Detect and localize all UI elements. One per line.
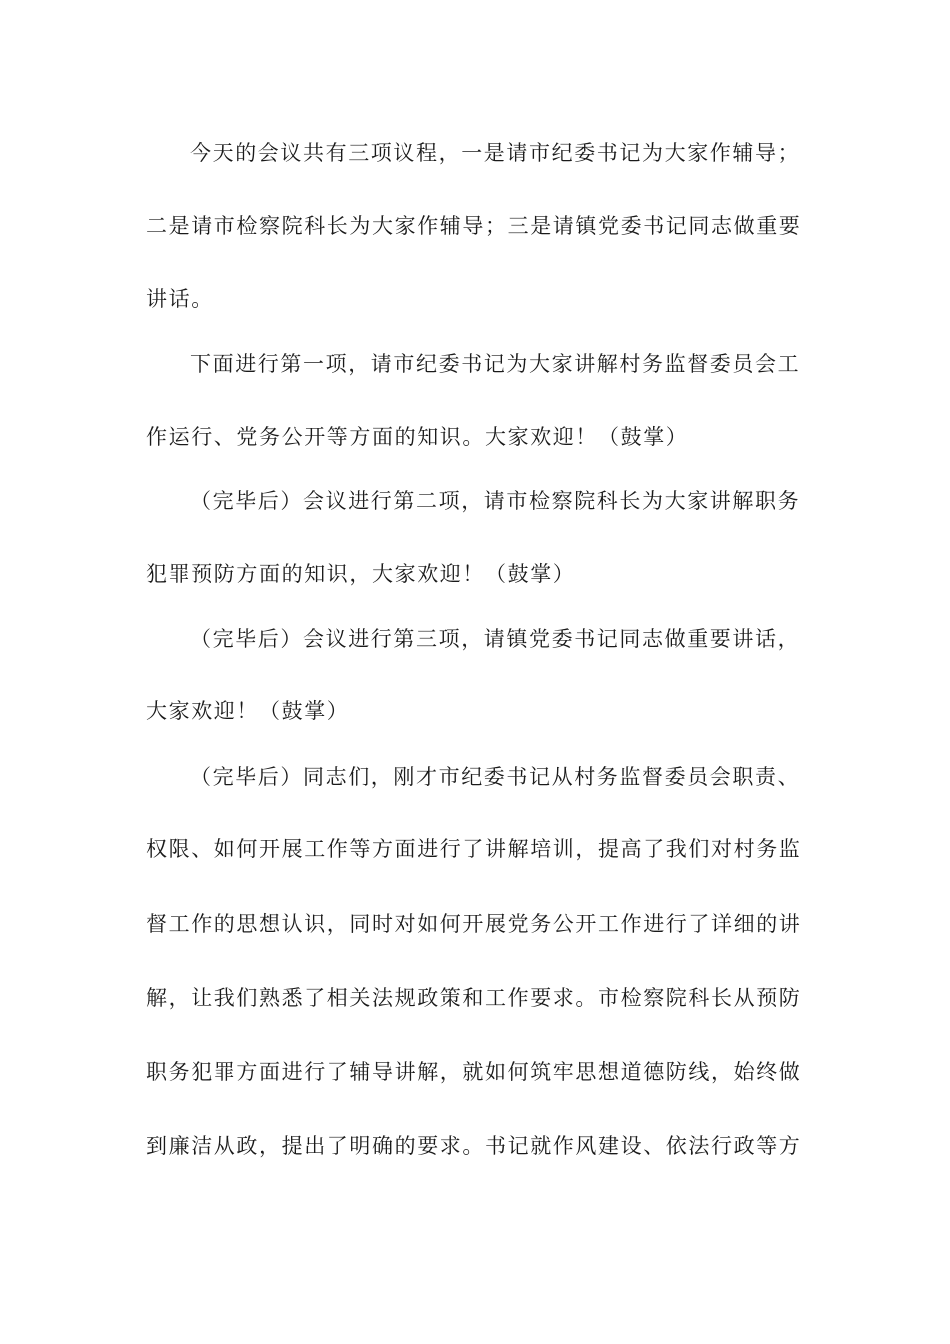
text-line: （完毕后）会议进行第二项，请市检察院科长为大家讲解职务 xyxy=(190,489,801,513)
text-line: 讲话。 xyxy=(146,287,214,311)
text-line: （完毕后）同志们，刚才市纪委书记从村务监督委员会职责、 xyxy=(190,765,801,789)
text-line: 二是请市检察院科长为大家作辅导；三是请镇党委书记同志做重要 xyxy=(146,214,802,238)
text-line: 到廉洁从政，提出了明确的要求。书记就作风建设、依法行政等方 xyxy=(146,1134,802,1158)
text-line: （完毕后）会议进行第三项，请镇党委书记同志做重要讲话， xyxy=(190,627,801,651)
text-line: 权限、如何开展工作等方面进行了讲解培训，提高了我们对村务监 xyxy=(146,837,802,861)
text-line: 今天的会议共有三项议程，一是请市纪委书记为大家作辅导； xyxy=(190,141,801,165)
text-line: 督工作的思想认识，同时对如何开展党务公开工作进行了详细的讲 xyxy=(146,912,802,936)
text-line: 下面进行第一项，请市纪委书记为大家讲解村务监督委员会工 xyxy=(190,352,801,376)
text-line: 作运行、党务公开等方面的知识。大家欢迎！（鼓掌） xyxy=(146,425,689,449)
text-line: 解，让我们熟悉了相关法规政策和工作要求。市检察院科长从预防 xyxy=(146,986,802,1010)
text-line: 大家欢迎！（鼓掌） xyxy=(146,699,350,723)
text-line: 职务犯罪方面进行了辅导讲解，就如何筑牢思想道德防线，始终做 xyxy=(146,1060,802,1084)
text-line: 犯罪预防方面的知识，大家欢迎！（鼓掌） xyxy=(146,562,576,586)
